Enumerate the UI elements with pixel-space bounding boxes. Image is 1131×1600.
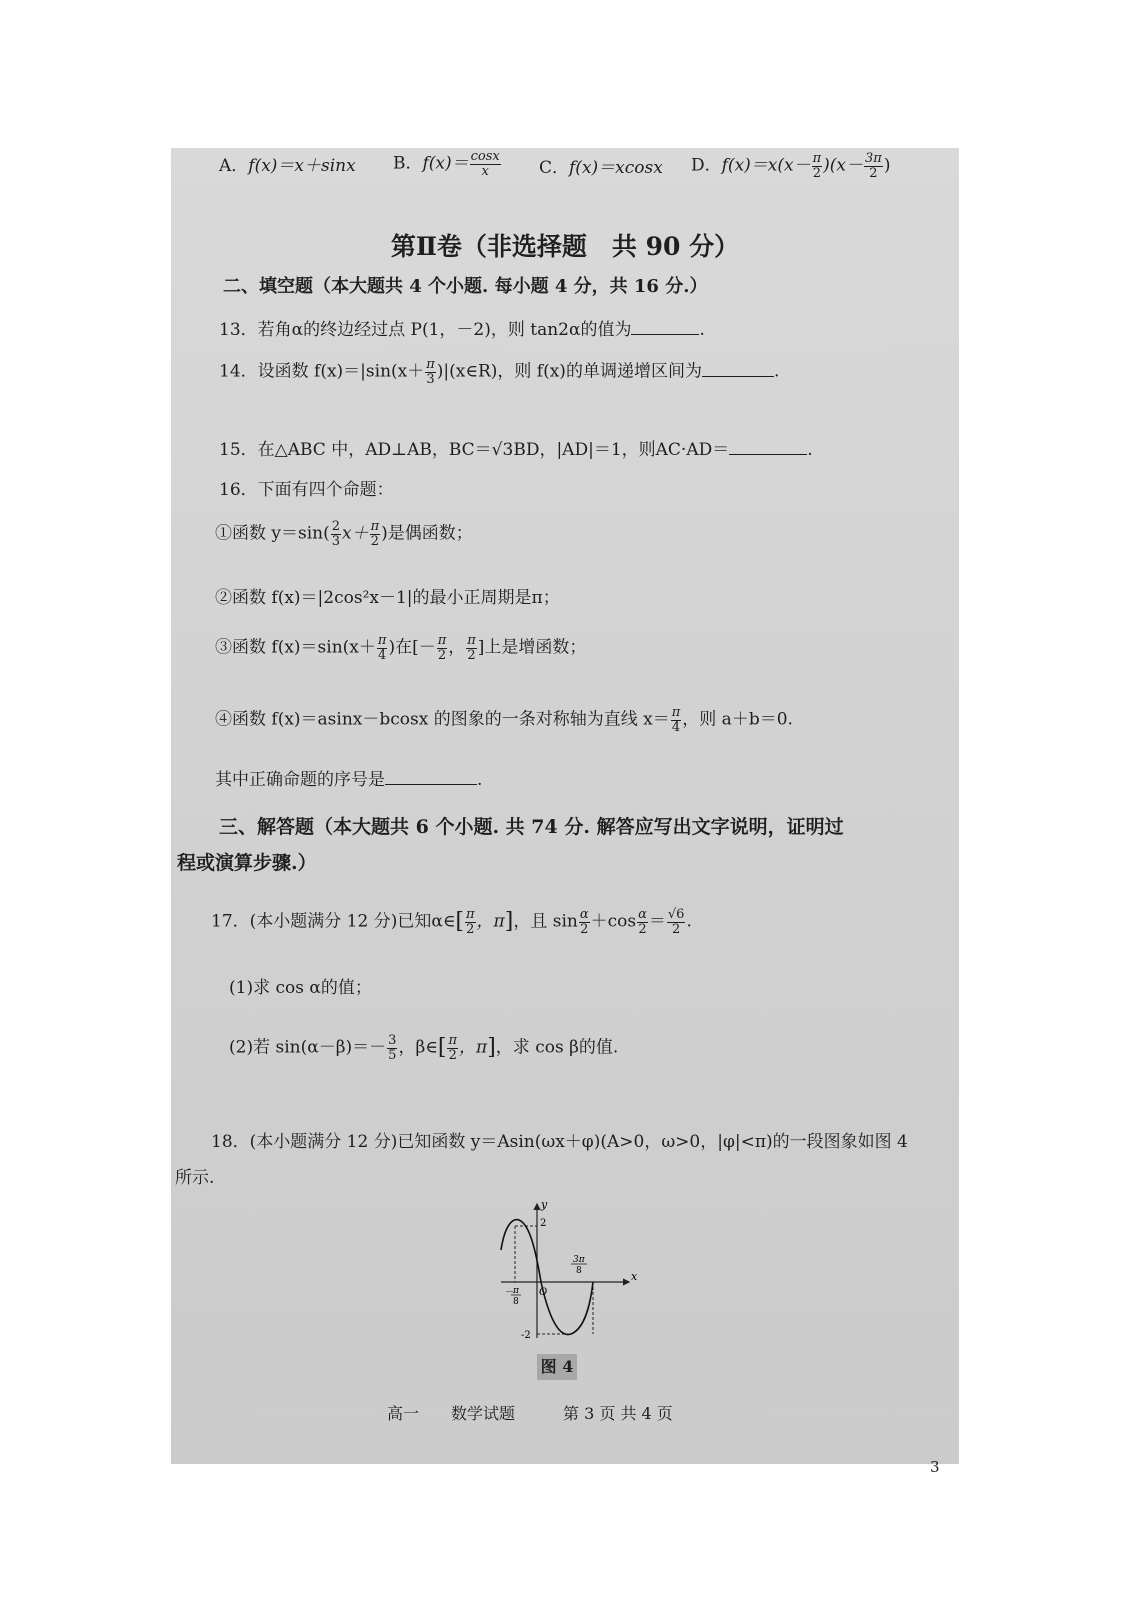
y-axis-label: y — [541, 1198, 548, 1211]
proposition-4: ④函数 f(x)＝asinx－bcosx 的图象的一条对称轴为直线 x＝ $\frac{\pi}{4}$ ，则 a＋b＝0. — [215, 705, 793, 735]
x-left-den: 8 — [513, 1297, 519, 1307]
answer-blank-13[interactable] — [631, 320, 699, 335]
answer-blank-16[interactable] — [385, 770, 477, 785]
option-d: D．f(x)＝x(x－ $\frac{\pi}{2}$ )(x－ $\frac{3\pi}{2}$ ) — [691, 151, 891, 181]
footer: 高一 数学试题 第 3 页 共 4 页 — [387, 1404, 673, 1423]
question-17-part2: (2)若 sin(α－β)＝－ $\frac{3}{5}$ ，β∈[ $\frac{\pi}{2}$ ，π]，求 cos β的值. — [229, 1033, 619, 1063]
question-18-line1: 18．(本小题满分 12 分)已知函数 y＝Asin(ωx＋φ)(A>0，ω>0，|φ|<π)的一段图象如图 4 — [211, 1132, 908, 1152]
question-16-intro: 16．下面有四个命题： — [219, 480, 394, 500]
proposition-3: ③函数 f(x)＝sin(x＋ $\frac{\pi}{4}$ )在[－ $\frac{\pi}{2}$ ， $\frac{\pi}{2}$ ]上是增函数； — [215, 633, 587, 663]
origin-label: O — [539, 1287, 548, 1298]
x-axis-label: x — [631, 1270, 638, 1283]
question-14: 14．设函数 f(x)＝|sin(x＋ $\frac{\pi}{3}$ )|(x∈R)，则 f(x)的单调递增区间为 . — [219, 357, 780, 387]
option-c: C．f(x)＝xcosx — [539, 158, 663, 178]
fill-heading: 二、填空题（本大题共 4 个小题. 每小题 4 分，共 16 分.） — [223, 276, 708, 297]
question-13: 13．若角α的终边经过点 P(1，－2)，则 tan2α的值为 . — [219, 320, 705, 340]
x-right-den: 8 — [576, 1266, 582, 1276]
x-left-sign: － — [505, 1288, 515, 1298]
figure-caption: 图 4 — [537, 1354, 577, 1380]
x-left-num: π — [513, 1286, 519, 1296]
option-a: A．f(x)＝x＋sinx — [219, 156, 356, 176]
question-15: 15．在△ABC 中，AD⊥AB，BC＝√3BD，|AD|＝1，则AC·AD＝ . — [219, 440, 813, 460]
question-17-part1: (1)求 cos α的值； — [229, 978, 372, 998]
proposition-2: ②函数 f(x)＝|2cos²x－1|的最小正周期是π； — [215, 588, 560, 608]
page-number: 3 — [930, 1458, 940, 1476]
x-right-num: 3π — [573, 1255, 585, 1265]
y-top-tick: 2 — [540, 1218, 547, 1229]
option-b: B．f(x)＝ $\frac{\cos x}{x}$ — [393, 149, 500, 179]
question-17: 17．(本小题满分 12 分)已知α∈[ $\frac{\pi}{2}$ ，π]，且 sin $\frac{\alpha}{2}$ ＋cos $\frac{\alpha}{2}$ ＝ $\frac{√6}{2}$ . — [211, 907, 692, 937]
sine-graph-figure — [489, 1198, 639, 1346]
scanned-page — [171, 148, 959, 1464]
answer-heading-line1: 三、解答题（本大题共 6 个小题. 共 74 分. 解答应写出文字说明，证明过 — [219, 816, 844, 838]
question-18-line2: 所示. — [175, 1168, 215, 1188]
answer-blank-14[interactable] — [702, 362, 774, 377]
answer-heading-line2: 程或演算步骤.） — [177, 852, 317, 874]
proposition-1: ①函数 y＝sin( $\frac{2}{3}$ x＋ $\frac{\pi}{2}$ )是偶函数； — [215, 519, 473, 549]
y-bottom-tick: -2 — [521, 1330, 531, 1341]
section-title: 第Ⅱ卷（非选择题 共 90 分） — [390, 232, 740, 261]
question-16-ask: 其中正确命题的序号是 . — [215, 770, 483, 790]
answer-blank-15[interactable] — [729, 440, 807, 455]
